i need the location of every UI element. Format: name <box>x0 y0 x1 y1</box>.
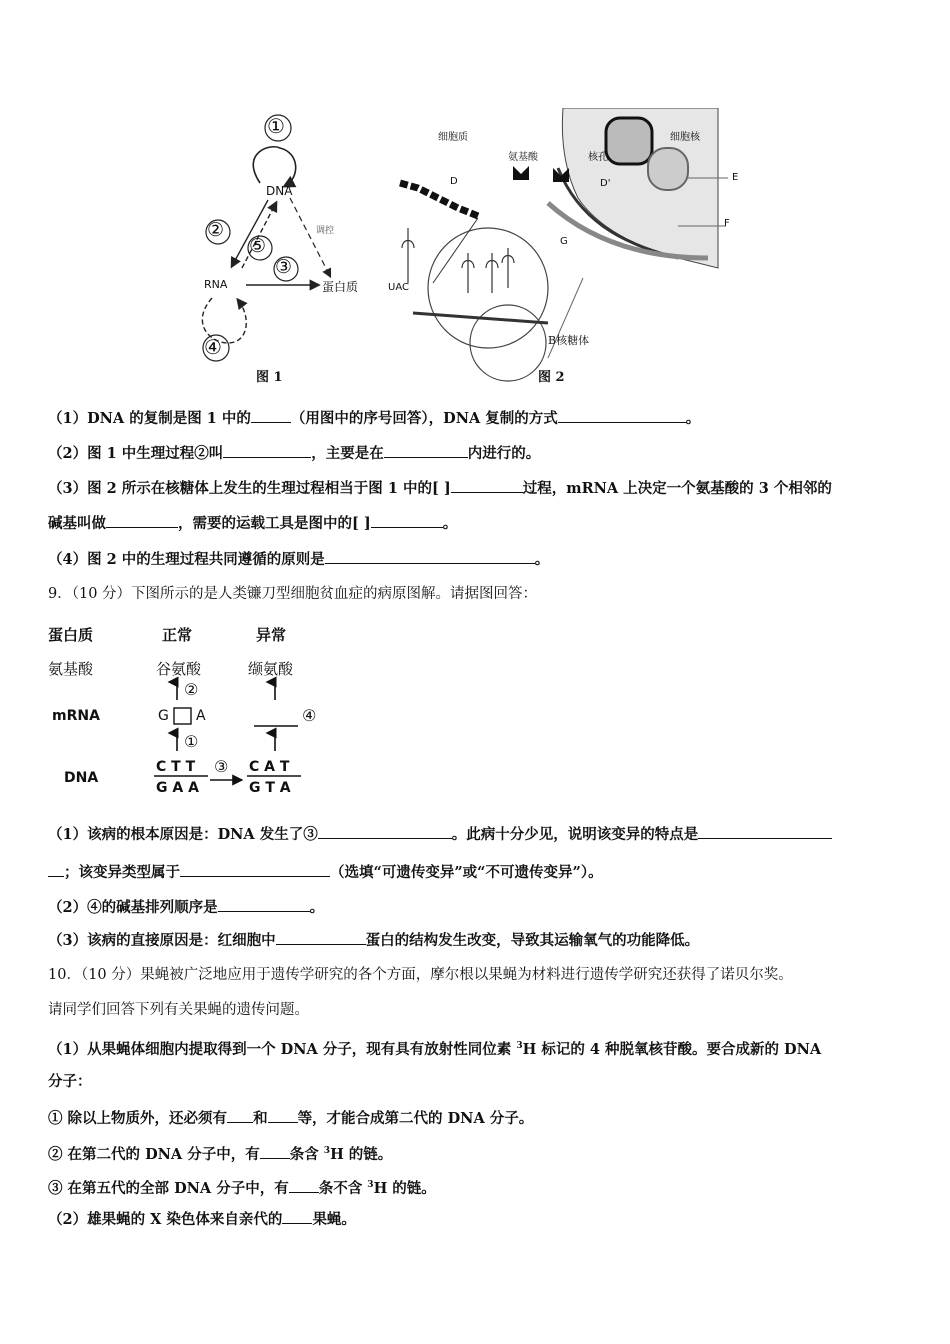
q8-l1-text-c: 。 <box>685 410 701 427</box>
fig1-dna-label: DNA <box>266 184 293 198</box>
fig2-amino-acid-label: 氨基酸 <box>508 152 538 163</box>
q10-l5-text-c: H 的链。 <box>373 1179 436 1197</box>
q8-l2-text-a: （2）图 1 中生理过程②叫 <box>48 445 224 462</box>
q8-l1-text-b: （用图中的序号回答），DNA 复制的方式 <box>290 410 558 427</box>
q9-l1-text-b: 。此病十分少见，说明该变异的特点是 <box>451 826 699 843</box>
q9-line-4 <box>48 930 699 951</box>
q9-dna-cat: C A T <box>249 759 290 775</box>
q10-l5-sup: 3 <box>367 1180 374 1190</box>
q8-l2-text-c: 内进行的。 <box>467 445 541 462</box>
fig2-nuclear-pore-label: 核孔 <box>588 152 608 163</box>
answer-blank[interactable] <box>371 513 443 528</box>
q10-l1-sup: 3 <box>516 1041 523 1051</box>
answer-blank[interactable] <box>384 443 468 458</box>
q9-l4-text-a: （3）该病的直接原因是：红细胞中 <box>48 932 276 949</box>
q10-line-4 <box>48 1141 392 1165</box>
fig2-d-label: D <box>450 176 458 187</box>
answer-blank[interactable] <box>451 478 523 493</box>
fig2-e-label: E <box>732 172 739 183</box>
q8-l3-text-a: （3）图 2 所示在核糖体上发生的生理过程相当于图 1 中的[ ] <box>48 480 451 497</box>
q8-l5-text-a: （4）图 2 中的生理过程共同遵循的原则是 <box>48 551 325 568</box>
q10-l3-text-a: ① 除以上物质外，还必须有 <box>48 1110 228 1127</box>
q9-l3-text-a: （2）④的碱基排列顺序是 <box>48 899 218 916</box>
answer-blank[interactable] <box>48 862 64 877</box>
q9-dna-gta: G T A <box>249 780 291 796</box>
q9-title: 9．（10 分）下图所示的是人类镰刀型细胞贫血症的病原图解。请据图回答： <box>48 586 538 602</box>
q9-glutamic-acid: 谷氨酸 <box>156 660 202 678</box>
figure-2-drawing <box>388 108 728 393</box>
q8-l4-text-b: ，需要的运载工具是图中的[ ] <box>178 515 371 532</box>
q10-line-5 <box>48 1175 436 1199</box>
q10-l4-text-c: H 的链。 <box>330 1145 393 1163</box>
q9-diagram <box>44 620 344 810</box>
q9-l4-text-b: 蛋白的结构发生改变，导致其运输氧气的功能降低。 <box>365 932 700 949</box>
answer-blank[interactable] <box>318 824 452 839</box>
q9-header-protein: 蛋白质 <box>48 626 94 644</box>
fig1-rna-label: RNA <box>204 278 228 291</box>
fig1-caption: 图 1 <box>256 370 283 385</box>
fig1-protein-label: 蛋白质 <box>322 280 359 294</box>
q8-line-3 <box>48 478 832 499</box>
q10-line-2: 分子： <box>48 1073 92 1090</box>
q10-line-1 <box>48 1036 821 1060</box>
fig2-nucleus-label: 细胞核 <box>670 132 700 143</box>
q10-l4-text-b: 条含 <box>289 1145 324 1163</box>
q9-mrna-g: G <box>158 708 169 724</box>
q9-row-dna: DNA <box>64 770 99 786</box>
q9-circle-2: ② <box>184 680 199 699</box>
q10-l4-sup: 3 <box>323 1146 331 1156</box>
q10-l6-text-a: （2）雄果蝇的 X 染色体来自亲代的 <box>48 1211 283 1228</box>
q10-title-line-1: 10．（10 分）果蝇被广泛地应用于遗传学研究的各个方面，摩尔根以果蝇为材料进行遗传学研究还获得了诺贝尔奖。 <box>48 967 793 983</box>
q9-dna-ctt: C T T <box>156 759 196 775</box>
q8-line-1 <box>48 408 700 429</box>
answer-blank[interactable] <box>218 897 310 912</box>
q9-l2-text-b: （选填“可遗传变异”或“不可遗传变异”）。 <box>330 864 603 881</box>
q9-header-normal: 正常 <box>162 626 193 644</box>
answer-blank[interactable] <box>268 1108 298 1123</box>
answer-blank[interactable] <box>289 1178 319 1193</box>
fig2-f-label: F <box>724 218 730 229</box>
fig1-number-1: ① <box>267 114 285 138</box>
fig1-number-4: ④ <box>204 335 222 359</box>
q9-circle-4: ④ <box>302 706 317 725</box>
q9-mrna-a: A <box>196 708 206 724</box>
figure-2 <box>388 108 739 393</box>
q8-l2-text-b: ，主要是在 <box>311 445 384 462</box>
q8-l4-text-c: 。 <box>442 515 458 532</box>
q10-l6-text-b: 果蝇。 <box>312 1211 356 1228</box>
answer-blank[interactable] <box>260 1144 290 1159</box>
q9-l1-text-a: （1）该病的根本原因是：DNA 发生了③ <box>48 826 318 843</box>
q9-line-3 <box>48 897 324 918</box>
answer-blank[interactable] <box>698 824 832 839</box>
answer-blank[interactable] <box>558 408 686 423</box>
q10-l5-text-a: ③ 在第五代的全部 DNA 分子中，有 <box>48 1179 289 1197</box>
fig2-uac-label: UAC <box>388 282 409 293</box>
q8-line-5 <box>48 549 549 570</box>
answer-blank[interactable] <box>106 513 178 528</box>
q9-dna-gaa: G A A <box>156 780 199 796</box>
q9-header-abnormal: 异常 <box>256 626 287 644</box>
answer-blank[interactable] <box>180 862 330 877</box>
fig2-cytoplasm-label: 细胞质 <box>438 132 468 143</box>
figure-1 <box>190 108 370 393</box>
q10-l1-text-b: H 标记的 4 种脱氧核苷酸。要合成新的 DNA <box>522 1040 822 1058</box>
q10-line-3 <box>48 1108 533 1129</box>
fig2-ribosome-label: B核糖体 <box>548 334 590 347</box>
answer-blank[interactable] <box>223 443 311 458</box>
q10-l1-text-a: （1）从果蝇体细胞内提取得到一个 DNA 分子，现有具有放射性同位素 <box>48 1040 517 1058</box>
q9-line-2 <box>48 862 603 883</box>
fig1-number-2: ② <box>207 219 225 241</box>
q10-title-line-2: 请同学们回答下列有关果蝇的遗传问题。 <box>48 1002 309 1018</box>
q9-valine: 缬氨酸 <box>248 660 294 678</box>
fig2-g-label: G <box>560 236 568 247</box>
answer-blank[interactable] <box>276 930 366 945</box>
q9-row-amino-acid: 氨基酸 <box>48 660 94 678</box>
fig1-regulate-label: 调控 <box>316 226 335 236</box>
fig2-caption: 图 2 <box>538 370 565 385</box>
answer-blank[interactable] <box>227 1108 253 1123</box>
answer-blank[interactable] <box>251 408 291 423</box>
q10-line-6 <box>48 1209 356 1230</box>
answer-blank[interactable] <box>282 1209 312 1224</box>
answer-blank[interactable] <box>325 549 535 564</box>
q10-l3-text-c: 等，才能合成第二代的 DNA 分子。 <box>297 1110 534 1127</box>
q9-row-mrna: mRNA <box>52 708 100 724</box>
q9-line-1 <box>48 824 832 845</box>
q9-circle-3: ③ <box>214 757 229 776</box>
fig1-number-3: ③ <box>275 256 293 278</box>
q8-line-2 <box>48 443 540 464</box>
q8-line-4 <box>48 513 457 534</box>
q8-l4-text-a: 碱基叫做 <box>48 515 106 532</box>
q9-l2-text-a: ；该变异类型属于 <box>64 864 180 881</box>
q10-l3-text-b: 和 <box>253 1110 268 1127</box>
q9-circle-1: ① <box>184 732 199 751</box>
fig1-number-5: ⑤ <box>249 235 267 257</box>
q10-l4-text-a: ② 在第二代的 DNA 分子中，有 <box>48 1145 260 1163</box>
q8-l3-text-b: 过程，mRNA 上决定一个氨基酸的 3 个相邻的 <box>522 480 832 497</box>
fig2-d-prime-label: D' <box>600 178 611 189</box>
q8-l5-text-b: 。 <box>534 551 550 568</box>
q10-l5-text-b: 条不含 <box>318 1179 368 1197</box>
q9-l3-text-b: 。 <box>309 899 325 916</box>
q8-l1-text-a: （1）DNA 的复制是图 1 中的 <box>48 410 251 427</box>
